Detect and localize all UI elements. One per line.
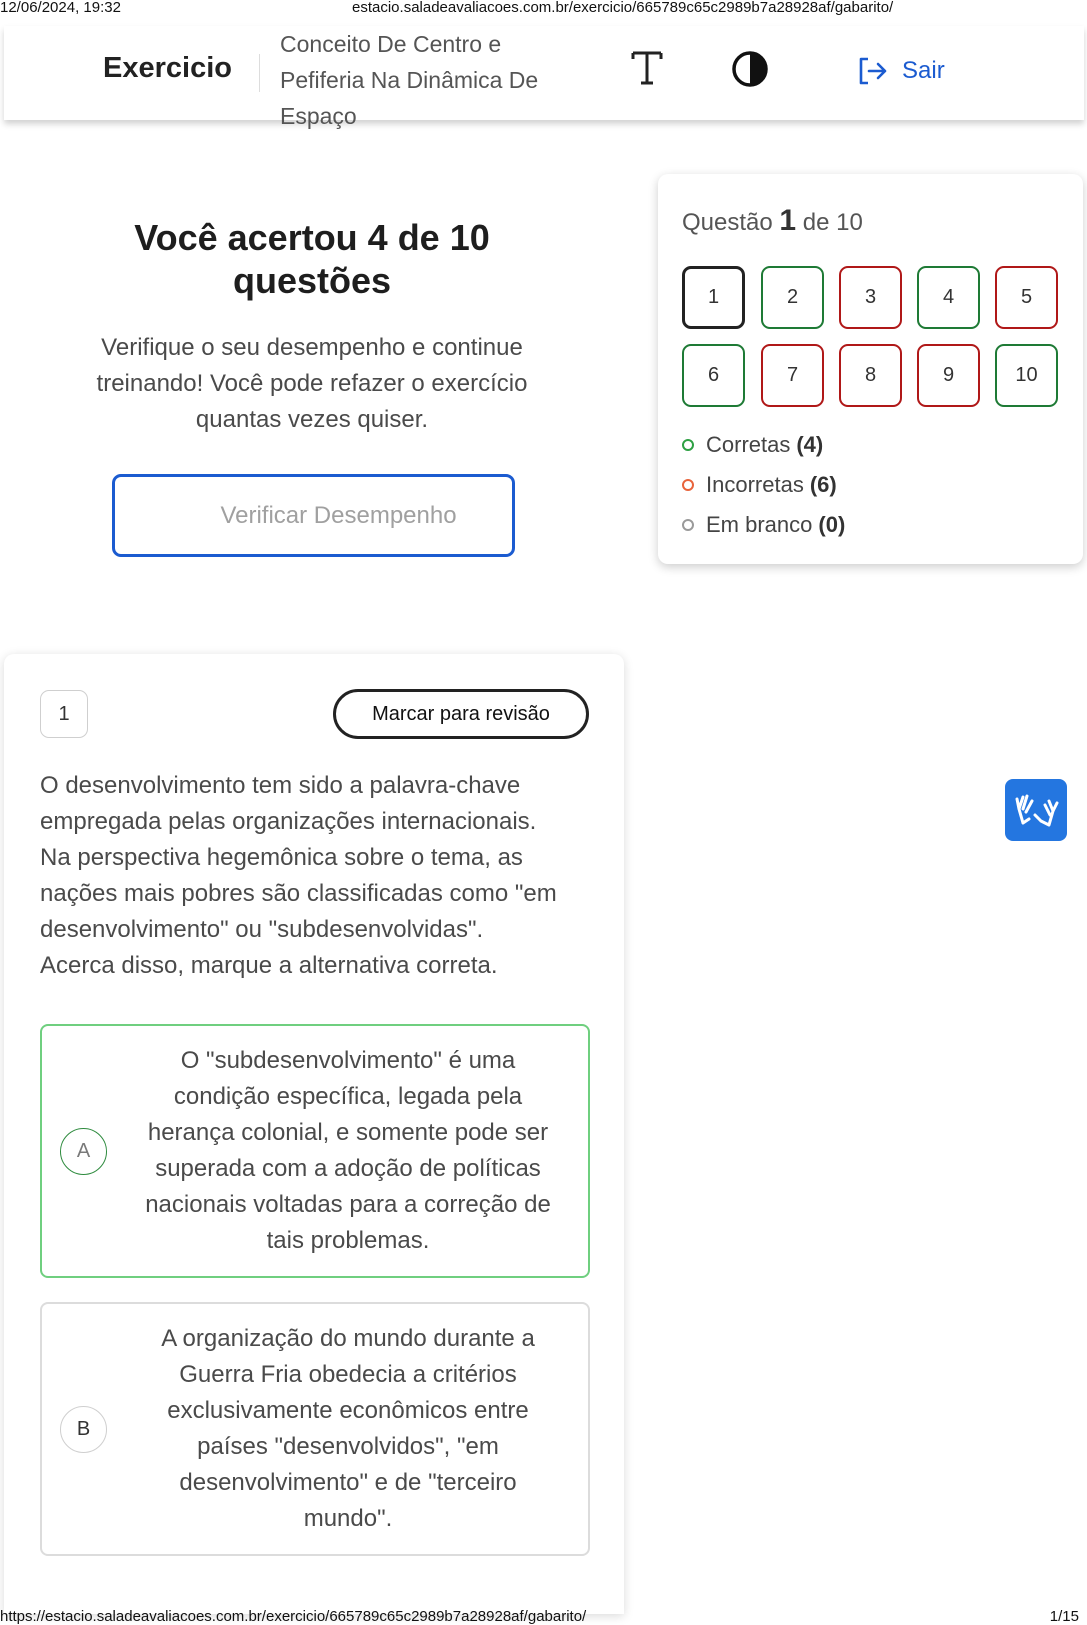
- brand-title: Exercicio: [103, 52, 232, 84]
- question-card: [4, 654, 624, 1614]
- blank-dot-icon: [682, 519, 694, 531]
- question-text: O desenvolvimento tem sido a palavra-chave empregada pelas organizações internacionais. Na perspectiva hegemônica sobre o tema, as nações mais pobres são classificadas como "em desenvolvimento" ou "subdesenvolvidas". Acerca disso, marque a alternativa correta.: [40, 772, 557, 979]
- question-button-9[interactable]: 9: [917, 344, 980, 407]
- logout-button[interactable]: [856, 53, 945, 89]
- score-title: Você acertou 4 de 10 questões: [134, 217, 490, 301]
- option-b[interactable]: [40, 1302, 590, 1556]
- option-letter-b: B: [60, 1406, 107, 1453]
- legend-blank: Em branco (0): [682, 512, 1062, 538]
- sign-language-button[interactable]: [1005, 779, 1067, 841]
- sign-language-hands-icon: [1005, 779, 1067, 841]
- question-button-7[interactable]: 7: [761, 344, 824, 407]
- question-navigator: [658, 174, 1083, 564]
- option-text-a: O "subdesenvolvimento" é uma condição específica, legada pela herança colonial, e somente pode ser superada com a adoção de políticas nacionais voltadas para a correção de tais problemas.: [145, 1047, 551, 1254]
- legend-incorrect: Incorretas (6): [682, 472, 1062, 498]
- question-button-10[interactable]: 10: [995, 344, 1058, 407]
- brand-divider: [259, 54, 260, 92]
- incorrect-dot-icon: [682, 479, 694, 491]
- print-header: [0, 0, 1087, 16]
- question-button-8[interactable]: 8: [839, 344, 902, 407]
- question-button-2[interactable]: 2: [761, 266, 824, 329]
- question-number-badge: 1: [40, 690, 88, 738]
- question-button-1[interactable]: 1: [682, 266, 745, 329]
- mark-for-review-button[interactable]: Marcar para revisão: [333, 689, 589, 739]
- logout-icon: [856, 55, 888, 87]
- contrast-icon[interactable]: [731, 50, 769, 88]
- question-button-3[interactable]: 3: [839, 266, 902, 329]
- option-letter-a: A: [60, 1128, 107, 1175]
- font-size-icon[interactable]: [630, 50, 664, 86]
- current-question-number: 1: [779, 204, 797, 237]
- print-url: estacio.saladeavaliacoes.com.br/exercicio/665789c65c2989b7a28928af/gabarito/: [352, 0, 894, 16]
- print-page-number: 1/15: [1049, 1608, 1079, 1625]
- option-a[interactable]: [40, 1024, 590, 1278]
- top-bar: [4, 26, 1084, 129]
- print-footer-url: https://estacio.saladeavaliacoes.com.br/exercicio/665789c65c2989b7a28928af/gabarito/: [0, 1608, 587, 1625]
- option-text-b: A organização do mundo durante a Guerra Fria obedecia a critérios exclusivamente econômicos entre países "desenvolvidos", "em desenvolvimento" e de "terceiro mundo".: [161, 1325, 535, 1532]
- question-button-6[interactable]: 6: [682, 344, 745, 407]
- question-button-4[interactable]: 4: [917, 266, 980, 329]
- exercise-topic: Conceito De Centro e Pefiferia Na Dinâmica De Espaço: [280, 31, 539, 129]
- legend-correct: Corretas (4): [682, 432, 1062, 458]
- correct-dot-icon: [682, 439, 694, 451]
- logout-label: Sair: [902, 57, 945, 84]
- verify-performance-button[interactable]: Verificar Desempenho: [112, 474, 515, 557]
- question-button-5[interactable]: 5: [995, 266, 1058, 329]
- print-footer: [0, 1607, 1087, 1625]
- score-subtitle: Verifique o seu desempenho e continue treinando! Você pode refazer o exercício quantas vezes quiser.: [96, 334, 528, 433]
- print-datetime: 12/06/2024, 19:32: [0, 0, 121, 16]
- question-counter: Questão 1 de 10: [682, 204, 863, 237]
